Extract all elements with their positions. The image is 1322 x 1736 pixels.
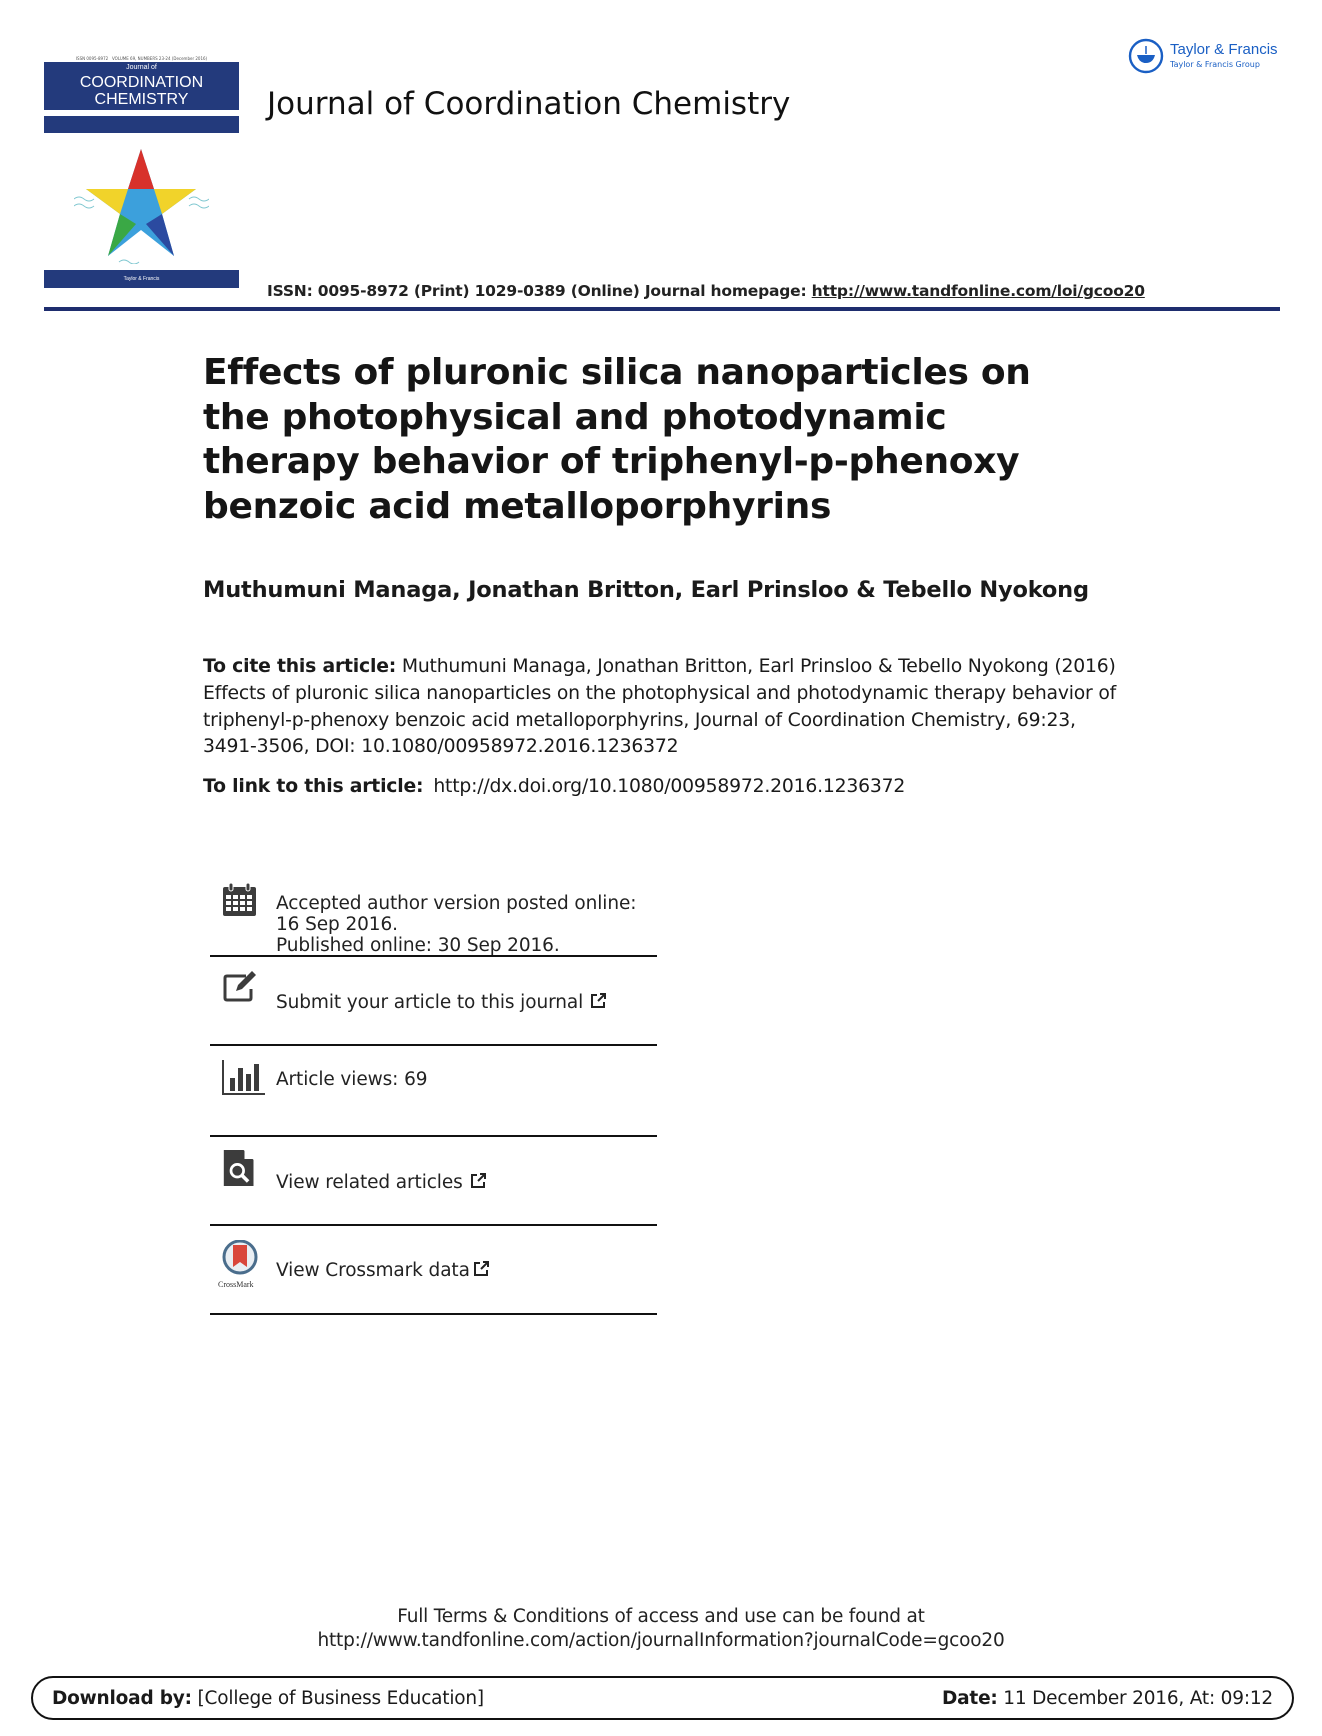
related-articles-row[interactable] <box>210 1139 657 1226</box>
issn-line: ISSN: 0095-8972 (Print) 1029-0389 (Online) Journal homepage: http://www.tandfonline.com/loi/gcoo20 <box>267 282 1145 300</box>
link-label: To link to this article: <box>203 776 424 797</box>
article-views: Article views: 69 <box>276 1069 428 1090</box>
external-link-icon <box>589 992 607 1010</box>
document-search-icon <box>222 1150 258 1186</box>
cover-title-line1: COORDINATION <box>79 74 204 91</box>
crossmark-logo-icon <box>222 1240 258 1276</box>
cite-text: Muthumuni Managa, Jonathan Britton, Earl Prinsloo & Tebello Nyokong (2016) Effects of pluronic silica nanoparticles on the photophysical and photodynamic therapy behavior of triphenyl-p-phenoxy benzoic acid metalloporphyrins, Journal of Coordination Chemistry, 69:23, 3491-3506, DOI: <box>203 656 1117 758</box>
journal-cover-image <box>44 56 239 292</box>
download-date: 11 December 2016, At: 09:12 <box>997 1688 1273 1709</box>
journal-homepage-link[interactable]: http://www.tandfonline.com/loi/gcoo20 <box>811 282 1145 300</box>
article-title: Effects of pluronic silica nanoparticles on the photophysical and photodynamic therapy behavior of triphenyl-p-phenoxy benzoic acid metalloporphyrins <box>203 352 1031 527</box>
external-link-icon <box>469 1172 487 1190</box>
terms-url[interactable]: http://www.tandfonline.com/action/journalInformation?journalCode=gcoo20 <box>317 1630 1005 1651</box>
cover-volume: VOLUME 69, NUMBERS 23-24 (December 2016) <box>112 56 208 61</box>
bar-chart-icon <box>222 1060 266 1096</box>
article-views-row <box>210 1048 657 1137</box>
cover-star-artwork <box>74 144 209 264</box>
submit-article-row[interactable] <box>210 958 657 1046</box>
crossmark-link[interactable]: View Crossmark data <box>276 1260 470 1281</box>
external-link-icon <box>472 1260 490 1278</box>
download-label: Download by: <box>52 1688 192 1709</box>
edit-icon <box>222 968 258 1004</box>
publisher-logo[interactable] <box>1128 38 1288 74</box>
date-label: Date: <box>941 1688 998 1709</box>
related-articles-link[interactable]: View related articles <box>276 1172 463 1193</box>
cover-title-band <box>44 62 239 110</box>
crossmark-row[interactable] <box>210 1228 657 1315</box>
accepted-date: Accepted author version posted online: 16 Sep 2016. <box>276 893 637 935</box>
terms-notice <box>0 1605 1322 1653</box>
download-institution: [College of Business Education] <box>191 1688 484 1709</box>
publication-dates-row <box>210 880 657 957</box>
download-info-box <box>31 1676 1294 1720</box>
article-authors: Muthumuni Managa, Jonathan Britton, Earl Prinsloo & Tebello Nyokong <box>203 577 1089 603</box>
publisher-name: Taylor & Francis <box>1170 41 1278 58</box>
crossmark-logo-text: CrossMark <box>218 1280 254 1289</box>
cover-title-line2: CHEMISTRY <box>94 91 189 108</box>
citation <box>203 654 1133 761</box>
cover-issn: ISSN 0095-8972 <box>75 56 109 61</box>
published-date: Published online: 30 Sep 2016. <box>276 935 560 956</box>
cover-publisher-band: Taylor & Francis <box>44 270 239 288</box>
cover-journal-of: Journal of <box>126 64 157 71</box>
submit-article-link[interactable]: Submit your article to this journal <box>276 992 584 1013</box>
terms-line: Full Terms & Conditions of access and use can be found at <box>397 1606 925 1627</box>
header-divider <box>44 307 1280 311</box>
taylor-francis-logo-icon <box>1128 38 1164 74</box>
cite-label: To cite this article: <box>203 656 397 677</box>
publisher-group: Taylor & Francis Group <box>1170 60 1260 69</box>
journal-title: Journal of Coordination Chemistry <box>267 86 791 122</box>
article-doi-url[interactable]: http://dx.doi.org/10.1080/00958972.2016.1236372 <box>433 776 906 797</box>
calendar-icon <box>222 882 258 918</box>
article-link-line <box>203 776 905 797</box>
doi-link[interactable]: 10.1080/00958972.2016.1236372 <box>361 736 679 758</box>
